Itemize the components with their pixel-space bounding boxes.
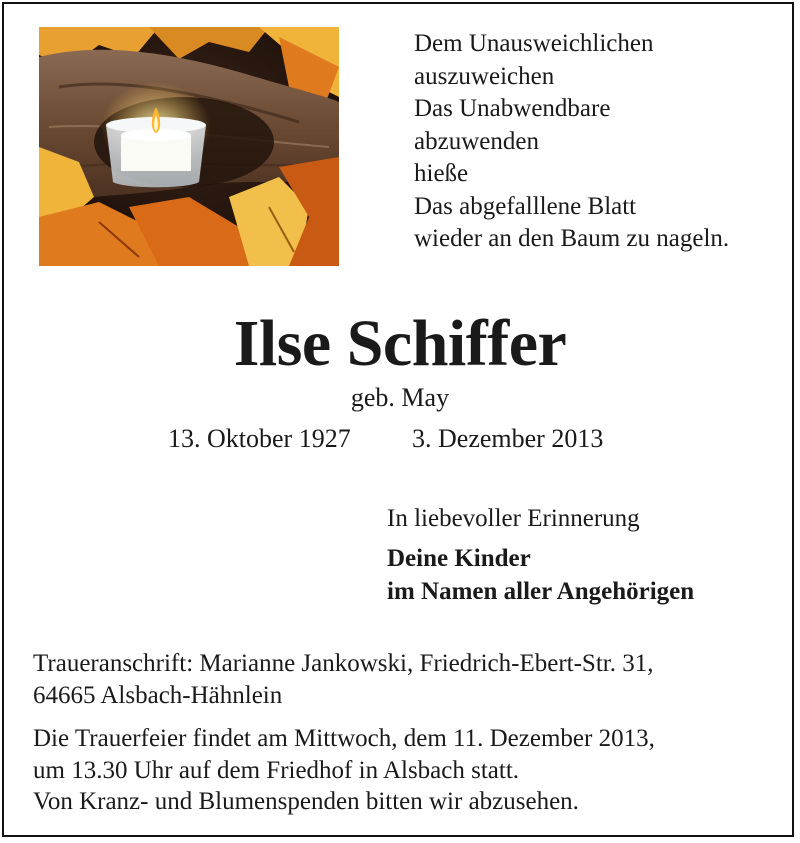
poem-line: abzuwenden: [414, 127, 539, 155]
poem-line: Dem Unausweichlichen: [414, 30, 654, 57]
poem-line: Das Unabwendbare: [414, 95, 611, 122]
signers-line-2: im Namen aller Angehörigen: [387, 578, 695, 605]
signers-line-1: Deine Kinder: [387, 545, 531, 572]
service-line-2: um 13.30 Uhr auf dem Friedhof in Alsbach statt.: [33, 756, 520, 784]
memory-line: In liebevoller Erinnerung: [387, 505, 640, 532]
service-line-3: Von Kranz- und Blumenspenden bitten wir abzusehen.: [33, 788, 579, 815]
poem: [414, 28, 729, 256]
poem-line: wieder an den Baum zu nageln.: [414, 225, 730, 252]
poem-line: Das abgefalllene Blatt: [414, 192, 637, 220]
birth-date: 13. Oktober 1927: [168, 424, 351, 453]
address-line-2: 64665 Alsbach-Hähnlein: [33, 681, 283, 709]
poem-line: auszuweichen: [414, 62, 555, 90]
deceased-name: Ilse Schiffer: [233, 307, 567, 380]
service-line-1: Die Trauerfeier findet am Mittwoch, dem 11. Dezember 2013,: [33, 725, 655, 752]
death-date: 3. Dezember 2013: [412, 424, 604, 453]
address-line-1: Traueranschrift: Marianne Jankowski, Friedrich-Ebert-Str. 31,: [33, 650, 654, 677]
mourning-address: [33, 648, 653, 711]
poem-line: hieße: [414, 160, 469, 187]
service-info: [33, 723, 655, 818]
birth-name: geb. May: [350, 383, 450, 412]
candle-leaves-image: [39, 27, 339, 266]
signers: [387, 542, 694, 608]
candle-photo: [39, 27, 339, 266]
